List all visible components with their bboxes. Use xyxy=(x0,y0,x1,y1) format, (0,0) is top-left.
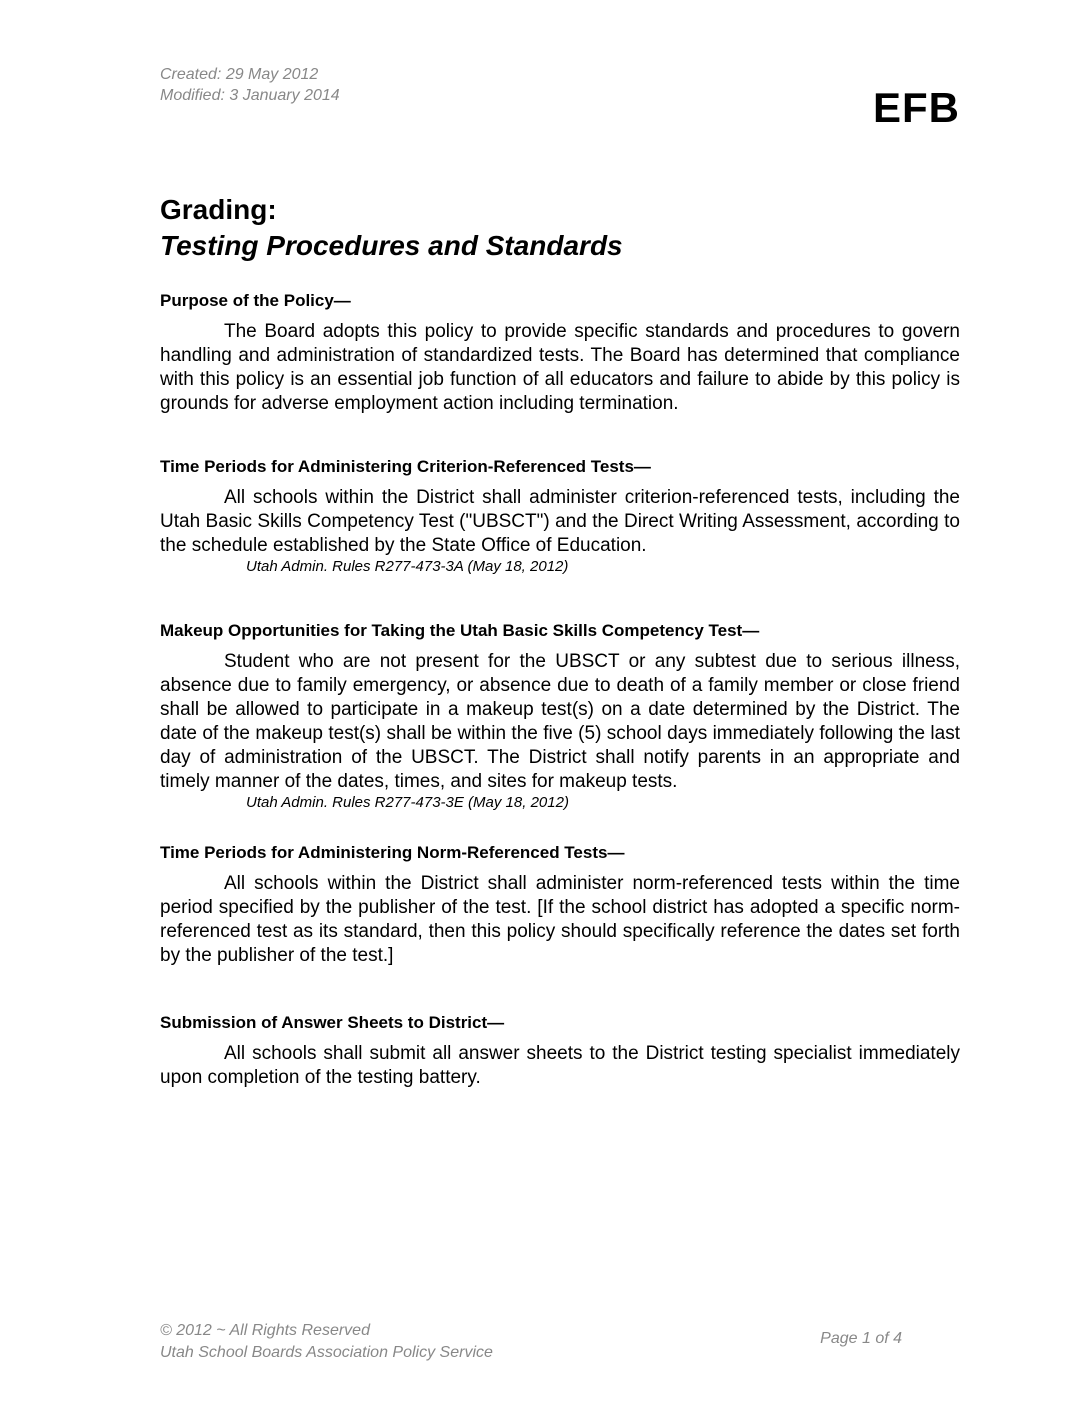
title-subtitle: Testing Procedures and Standards xyxy=(160,230,623,261)
section-text: All schools shall submit all answer sheets to the District testing specialist immediately upon completion of the testing battery. xyxy=(160,1043,960,1088)
rule-citation: Utah Admin. Rules R277-473-3E (May 18, 2012) xyxy=(246,794,569,811)
created-date: Created: 29 May 2012 xyxy=(160,66,319,83)
section-text: All schools within the District shall administer criterion-referenced tests, including the Utah Basic Skills Competency Test ("UBSCT") and the Direct Writing Assessment, according to the schedule established by the State Office of Education. xyxy=(160,487,960,556)
policy-body xyxy=(160,290,960,1090)
document-meta xyxy=(160,64,340,106)
section-text: Student who are not present for the UBSCT or any subtest due to serious illness, absence due to family emergency, or absence due to death of a family member or close friend shall be allowed to participate in a makeup test(s) on a date determined by the District. The date of the makeup test(s) shall be within the five (5) school days immediately following the last day of administration of the UBSCT. The District shall notify parents in an appropriate and timely manner of the dates, times, and sites for makeup tests. xyxy=(160,651,960,792)
section-makeup xyxy=(160,620,960,812)
publisher: Utah School Boards Association Policy Service xyxy=(160,1344,493,1361)
policy-code: EFB xyxy=(873,84,960,131)
section-heading: Makeup Opportunities for Taking the Utah Basic Skills Competency Test— xyxy=(160,621,760,640)
section-criterion-tests xyxy=(160,456,960,576)
modified-date: Modified: 3 January 2014 xyxy=(160,87,340,104)
footer-credits xyxy=(160,1320,493,1364)
title-main: Grading: xyxy=(160,194,277,225)
copyright: © 2012 ~ All Rights Reserved xyxy=(160,1322,370,1339)
section-heading: Time Periods for Administering Criterion-Referenced Tests— xyxy=(160,457,651,476)
page-number: Page 1 of 4 xyxy=(820,1330,902,1347)
section-answer-sheets xyxy=(160,1012,960,1090)
section-heading: Time Periods for Administering Norm-Referenced Tests— xyxy=(160,843,625,862)
section-text: All schools within the District shall administer norm-referenced tests within the time period specified by the publisher of the test. [If the school district has adopted a specific norm-referenced test as its standard, then this policy should specifically reference the dates set forth by the publisher of the test.] xyxy=(160,873,960,966)
section-norm-tests xyxy=(160,842,960,968)
section-purpose xyxy=(160,290,960,416)
section-text: The Board adopts this policy to provide specific standards and procedures to govern handling and administration of standardized tests. The Board has determined that compliance with this policy is an essential job function of all educators and failure to abide by this policy is grounds for adverse employment action including termination. xyxy=(160,321,960,414)
section-heading: Submission of Answer Sheets to District— xyxy=(160,1013,505,1032)
page-title xyxy=(160,192,623,264)
section-heading: Purpose of the Policy— xyxy=(160,291,351,310)
rule-citation: Utah Admin. Rules R277-473-3A (May 18, 2012) xyxy=(246,558,569,575)
